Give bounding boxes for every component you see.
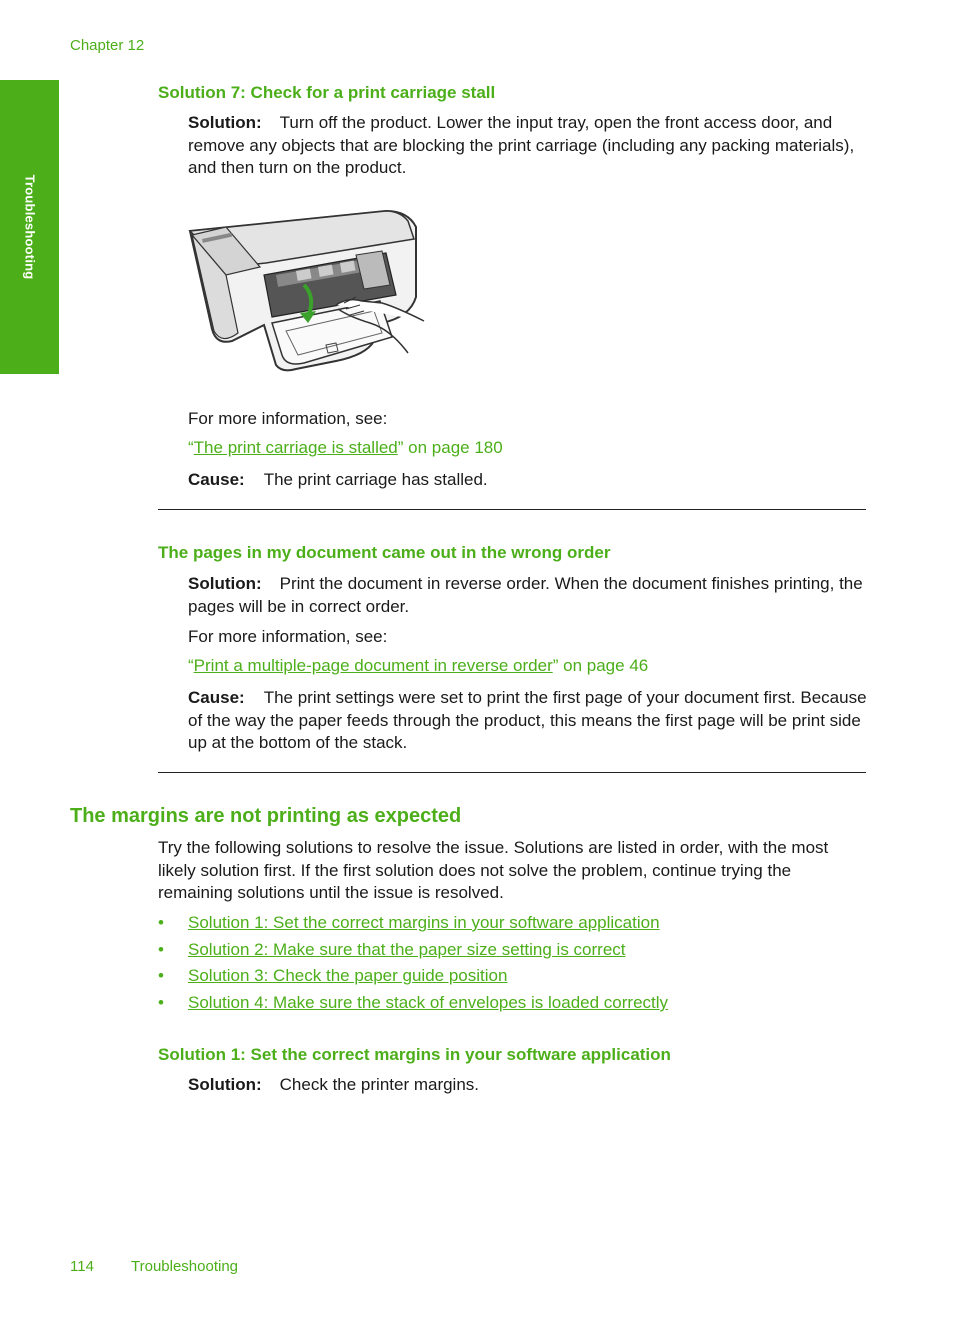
printer-illustration xyxy=(186,205,431,377)
bullet-link-1[interactable]: Solution 1: Set the correct margins in your software application xyxy=(188,913,660,932)
section3-heading: The margins are not printing as expected xyxy=(70,805,462,827)
bullet: • xyxy=(158,993,164,1013)
link-suffix: on page 180 xyxy=(403,438,503,457)
cause-label: Cause: xyxy=(188,470,245,489)
quote-close: ” xyxy=(552,656,559,675)
link-suffix: on page 46 xyxy=(558,656,649,675)
solution-label: Solution: xyxy=(188,113,262,132)
section1-heading: Solution 7: Check for a print carriage stall xyxy=(158,83,496,102)
quote-open: “ xyxy=(188,656,194,675)
link-text[interactable]: Print a multiple-page document in reverse order xyxy=(193,656,553,675)
quote-open: “ xyxy=(188,438,194,457)
page-number: 114 xyxy=(70,1258,94,1275)
solution-label: Solution: xyxy=(188,1075,262,1094)
section1-more-info: For more information, see: xyxy=(188,409,388,428)
section2-more-info: For more information, see: xyxy=(188,627,388,646)
section2-cause xyxy=(188,687,868,755)
section2-solution xyxy=(188,573,868,618)
section1-link[interactable] xyxy=(188,438,503,458)
bullet-link-4[interactable]: Solution 4: Make sure the stack of envelopes is loaded correctly xyxy=(188,993,669,1013)
section3-intro: Try the following solutions to resolve the issue. Solutions are listed in order, with the most likely solution first. If the first solution does not solve the problem, continue trying the remaining solutions until the issue is resolved. xyxy=(158,838,829,902)
bullet: • xyxy=(158,966,164,986)
solution-text: Check the printer margins. xyxy=(279,1075,480,1094)
chapter-header: Chapter 12 xyxy=(70,37,145,54)
cause-text: The print carriage has stalled. xyxy=(263,470,488,489)
section2-link[interactable] xyxy=(188,656,648,676)
bullet-link-2[interactable]: Solution 2: Make sure that the paper size setting is correct xyxy=(188,939,626,959)
section3-solution xyxy=(188,1074,479,1097)
section2-heading: The pages in my document came out in the wrong order xyxy=(158,543,611,562)
section1-solution xyxy=(188,112,868,180)
list-item[interactable] xyxy=(158,913,858,940)
divider xyxy=(158,509,866,510)
section1-cause xyxy=(188,469,488,492)
list-item[interactable] xyxy=(158,993,858,1020)
bullet-link-3[interactable]: Solution 3: Check the paper guide position xyxy=(188,966,508,986)
solutions-list xyxy=(158,913,858,1020)
solution-label: Solution: xyxy=(188,574,262,593)
bullet: • xyxy=(158,939,164,959)
divider xyxy=(158,772,866,773)
quote-close: ” xyxy=(397,438,404,457)
footer-title: Troubleshooting xyxy=(131,1258,239,1275)
bullet: • xyxy=(158,913,164,932)
cause-label: Cause: xyxy=(188,688,245,707)
list-item[interactable] xyxy=(158,966,858,993)
solution-text: Print the document in reverse order. When the document finishes printing, the pages will be in correct order. xyxy=(188,574,863,616)
link-text[interactable]: The print carriage is stalled xyxy=(193,438,398,457)
side-tab-label: Troubleshooting xyxy=(22,174,38,280)
cause-text: The print settings were set to print the first page of your document first. Because of the way the paper feeds through the product, this means the first page will be print side up at the bottom of the stack. xyxy=(188,688,867,752)
section3-subheading: Solution 1: Set the correct margins in your software application xyxy=(158,1045,671,1064)
list-item[interactable] xyxy=(158,940,858,967)
solution-text: Turn off the product. Lower the input tray, open the front access door, and remove any objects that are blocking the print carriage (including any packing materials), and then turn on the product. xyxy=(188,113,855,177)
side-tab xyxy=(0,80,59,374)
